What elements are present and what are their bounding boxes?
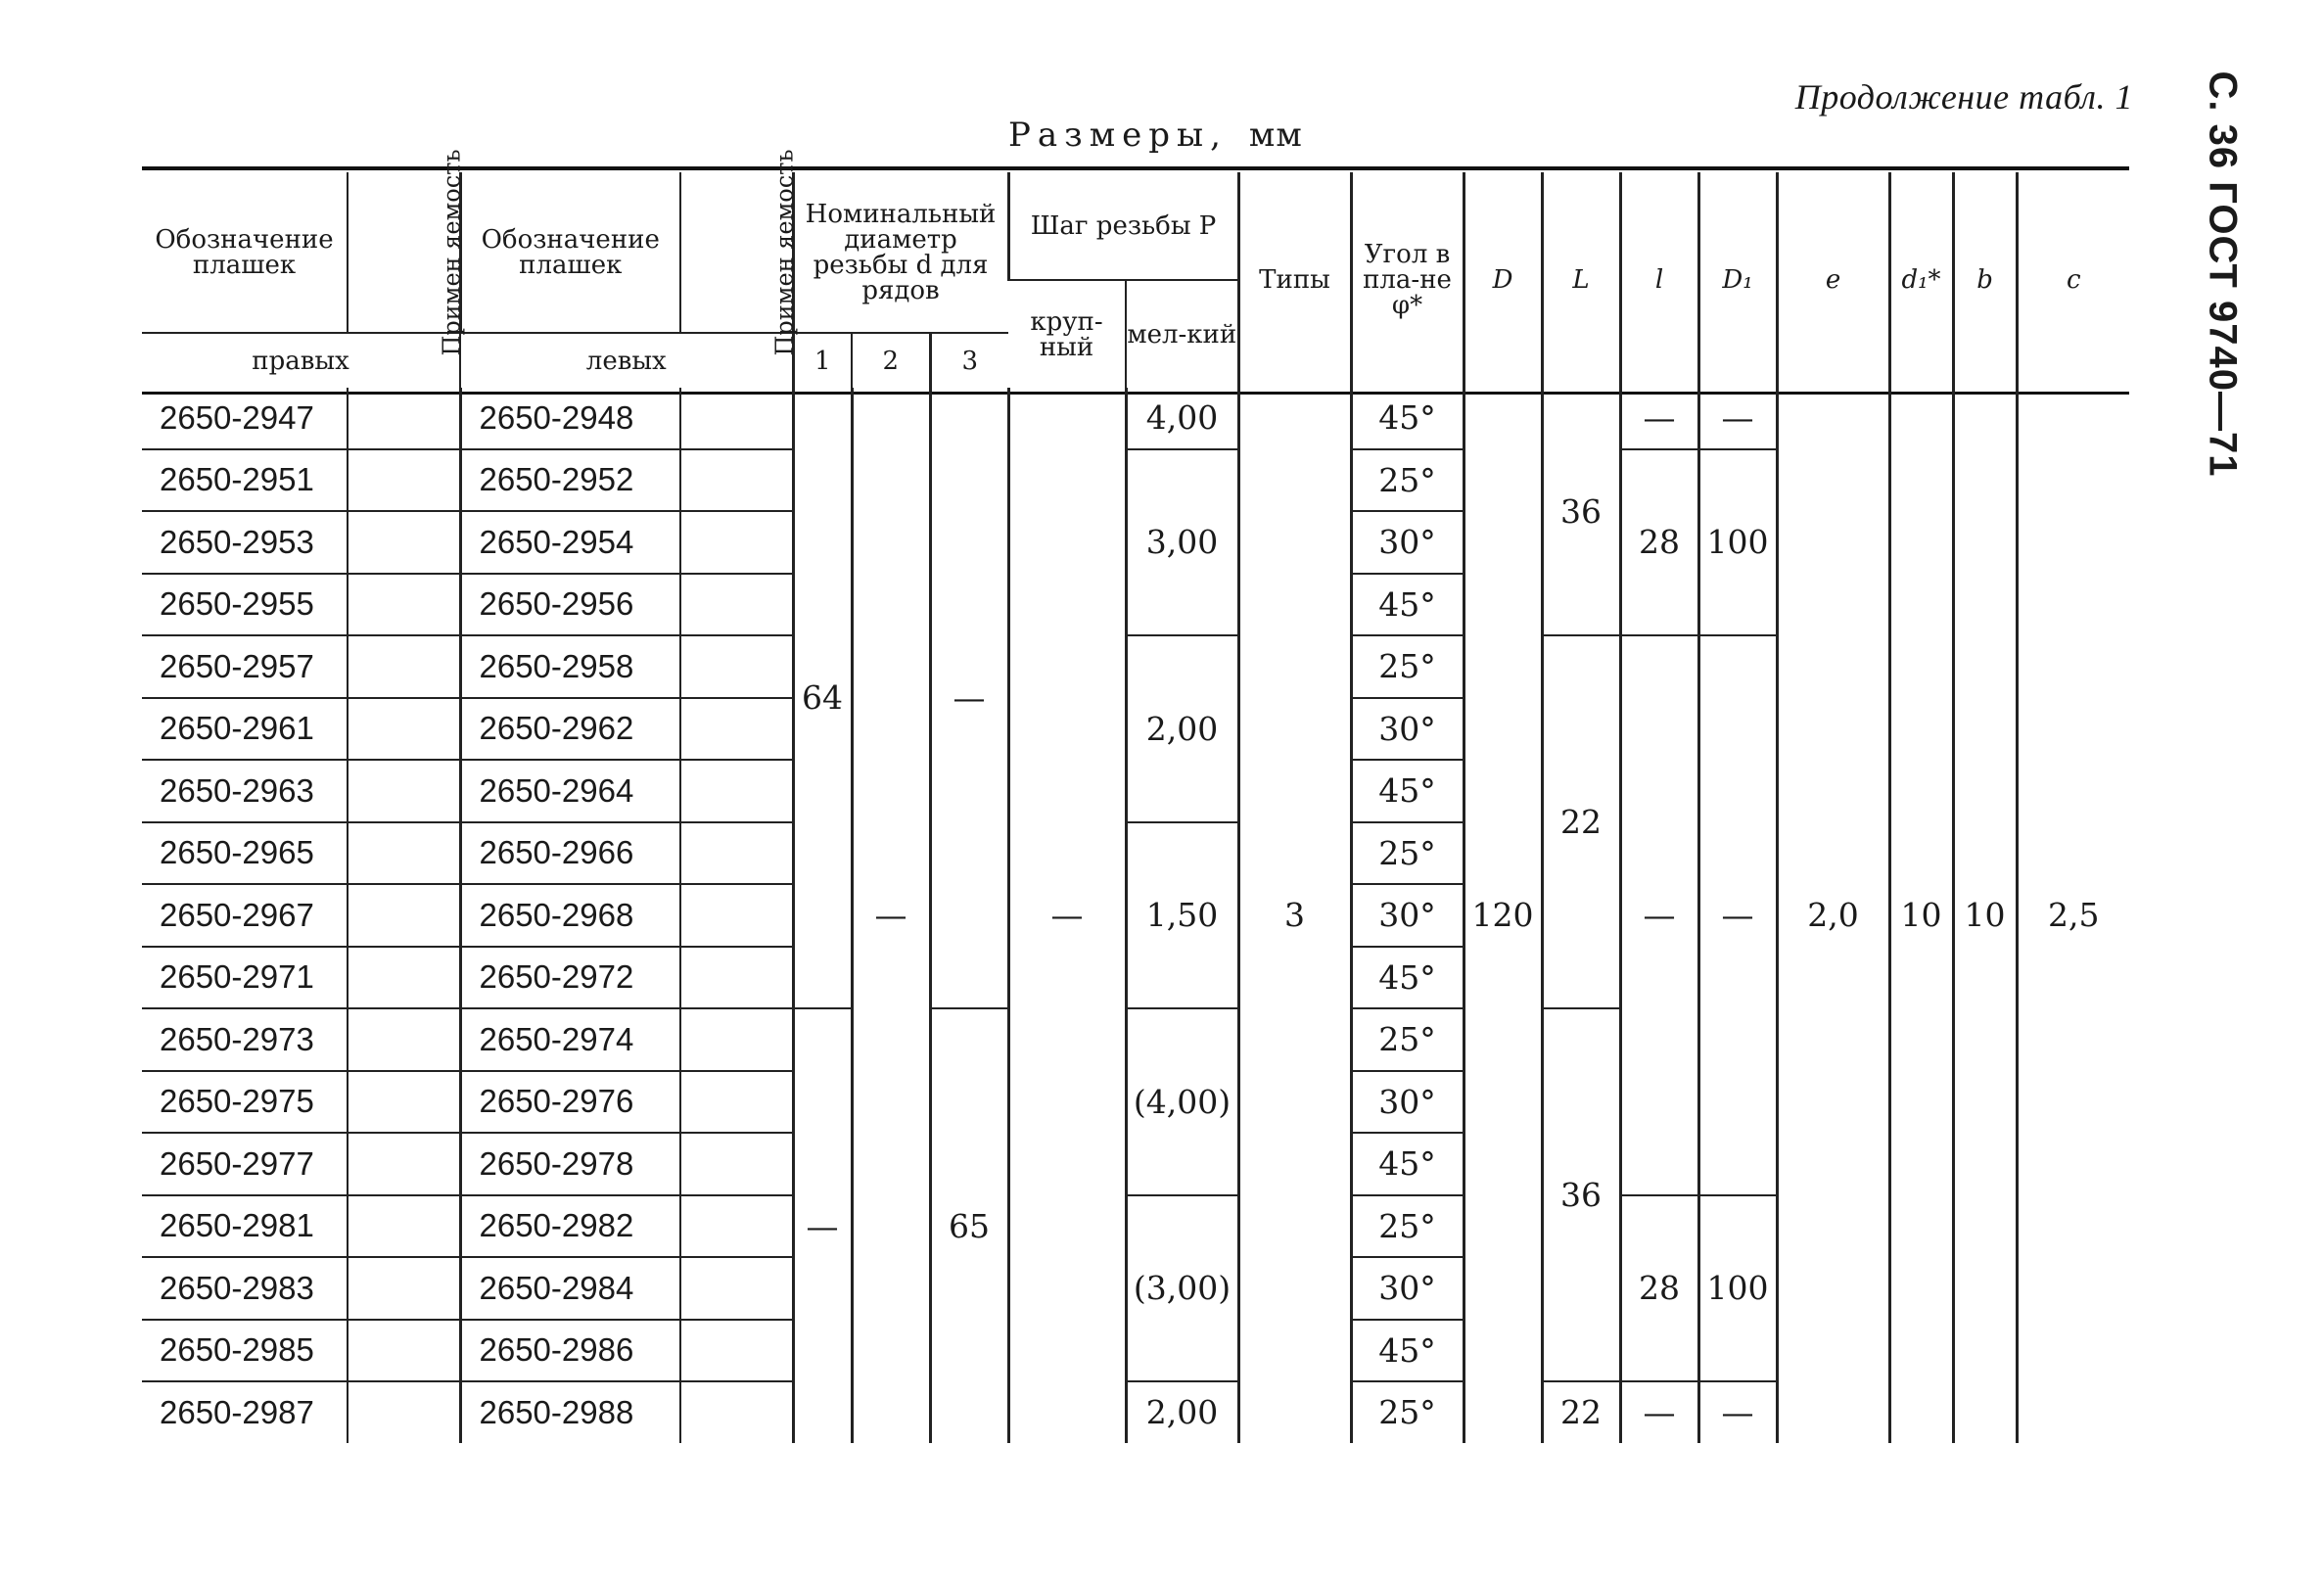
cell-d3-a: — (930, 388, 1008, 1008)
header-D (1464, 172, 1542, 388)
header-designation-right (142, 172, 348, 333)
cell-L-b: 22 (1542, 635, 1620, 1008)
header-e (1777, 172, 1889, 388)
cell-fine-b: 3,00 (1126, 449, 1238, 636)
cell-D: 120 (1464, 388, 1542, 1443)
header-c-label: c (2066, 265, 2081, 295)
cell-applicability (348, 1071, 460, 1134)
header-fine (1126, 280, 1238, 388)
cell-left: 2650-2978 (460, 1133, 680, 1195)
header-row-1-label: 1 (813, 346, 831, 376)
cell-applicability (680, 760, 793, 822)
cell-applicability (680, 1320, 793, 1382)
cell-applicability (680, 1008, 793, 1071)
page-code (2193, 70, 2252, 478)
header-row-2 (852, 333, 930, 388)
cell-fine-f: (3,00) (1126, 1195, 1238, 1382)
cell-applicability (348, 1008, 460, 1071)
table-grid (142, 148, 2129, 1443)
cell-applicability (348, 511, 460, 574)
header-designation-left (460, 172, 680, 333)
cell-angle: 25° (1351, 1381, 1464, 1443)
cell-applicability (680, 1133, 793, 1195)
cell-right: 2650-2965 (142, 822, 348, 885)
header-D-label: D (1492, 265, 1513, 295)
header-left-label: левых (585, 346, 667, 376)
cell-angle: 25° (1351, 1008, 1464, 1071)
header-nominal-diameter-label: Номинальный диаметр резьбы d для рядов (805, 199, 997, 305)
cell-angle: 45° (1351, 574, 1464, 636)
header-left (460, 333, 793, 388)
cell-angle: 25° (1351, 1195, 1464, 1258)
cell-D1-b: 100 (1698, 449, 1777, 636)
cell-left: 2650-2954 (460, 511, 680, 574)
header-c (2017, 172, 2129, 388)
cell-applicability (348, 884, 460, 947)
header-L-label: L (1572, 265, 1590, 295)
header-row-2-label: 2 (882, 346, 900, 376)
cell-applicability (348, 635, 460, 698)
cell-right: 2650-2971 (142, 947, 348, 1009)
cell-b: 10 (1953, 388, 2017, 1443)
cell-left: 2650-2966 (460, 822, 680, 885)
header-right (142, 333, 460, 388)
cell-right: 2650-2977 (142, 1133, 348, 1195)
cell-l-a: — (1620, 388, 1698, 449)
caption-unit: мм (1248, 116, 1303, 155)
cell-applicability (680, 947, 793, 1009)
cell-right: 2650-2957 (142, 635, 348, 698)
cell-applicability (348, 388, 460, 449)
cell-left: 2650-2952 (460, 449, 680, 512)
cell-angle: 30° (1351, 698, 1464, 761)
header-d1 (1889, 172, 1953, 388)
header-types-label: Типы (1259, 265, 1330, 295)
cell-applicability (348, 574, 460, 636)
cell-d3-b: 65 (930, 1008, 1008, 1443)
cell-angle: 25° (1351, 449, 1464, 512)
cell-right: 2650-2961 (142, 698, 348, 761)
cell-angle: 45° (1351, 1133, 1464, 1195)
cell-right: 2650-2951 (142, 449, 348, 512)
cell-applicability (348, 1195, 460, 1258)
cell-applicability (680, 1195, 793, 1258)
cell-D1-e: — (1698, 1381, 1777, 1443)
cell-applicability (680, 574, 793, 636)
header-L (1542, 172, 1620, 388)
cell-angle: 30° (1351, 511, 1464, 574)
cell-angle: 30° (1351, 1071, 1464, 1134)
cell-d1-b: — (793, 1008, 852, 1443)
cell-left: 2650-2972 (460, 947, 680, 1009)
cell-right: 2650-2983 (142, 1257, 348, 1320)
header-coarse (1008, 280, 1126, 388)
cell-D1-d: 100 (1698, 1195, 1777, 1382)
cell-left: 2650-2968 (460, 884, 680, 947)
header-fine-label: мел-кий (1127, 319, 1237, 350)
header-designation-left-label: Обозначение плашек (481, 224, 660, 280)
cell-fine-c: 2,00 (1126, 635, 1238, 822)
cell-right: 2650-2981 (142, 1195, 348, 1258)
header-pitch-label: Шаг резьбы P (1030, 210, 1217, 241)
cell-left: 2650-2974 (460, 1008, 680, 1071)
cell-d2: — (852, 388, 930, 1443)
cell-applicability (348, 698, 460, 761)
cell-angle: 45° (1351, 947, 1464, 1009)
cell-applicability (680, 1257, 793, 1320)
cell-applicability (348, 1257, 460, 1320)
cell-applicability (680, 388, 793, 449)
cell-left: 2650-2986 (460, 1320, 680, 1382)
cell-right: 2650-2967 (142, 884, 348, 947)
cell-right: 2650-2973 (142, 1008, 348, 1071)
cell-left: 2650-2948 (460, 388, 680, 449)
cell-d1-a: 64 (793, 388, 852, 1008)
header-D1-label: D₁ (1722, 265, 1753, 295)
cell-l-d: 28 (1620, 1195, 1698, 1382)
cell-right: 2650-2975 (142, 1071, 348, 1134)
cell-D1-a: — (1698, 388, 1777, 449)
cell-left: 2650-2958 (460, 635, 680, 698)
cell-applicability (680, 449, 793, 512)
cell-applicability (348, 1133, 460, 1195)
cell-left: 2650-2964 (460, 760, 680, 822)
cell-applicability (348, 449, 460, 512)
caption-text: Размеры, (1008, 116, 1228, 155)
cell-D1-c: — (1698, 635, 1777, 1195)
header-b-label: b (1976, 265, 1993, 295)
cell-applicability (680, 635, 793, 698)
cell-applicability (680, 698, 793, 761)
header-applicability-right-label: Примен яемость (438, 148, 466, 356)
header-row-1 (793, 333, 852, 388)
header-b (1953, 172, 2017, 388)
cell-right: 2650-2963 (142, 760, 348, 822)
header-applicability-left-label: Примен яемость (770, 148, 799, 356)
cell-types: 3 (1238, 388, 1351, 1443)
cell-e: 2,0 (1777, 388, 1889, 1443)
header-e-label: e (1825, 265, 1841, 295)
cell-L-a: 36 (1542, 388, 1620, 635)
cell-angle: 25° (1351, 635, 1464, 698)
cell-angle: 25° (1351, 822, 1464, 885)
cell-applicability (680, 884, 793, 947)
cell-left: 2650-2962 (460, 698, 680, 761)
cell-fine-a: 4,00 (1126, 388, 1238, 449)
header-nominal-diameter (793, 172, 1008, 333)
continuation-label: Продолжение табл. 1 (1794, 77, 2133, 117)
header-row-3-label: 3 (961, 346, 979, 376)
header-row-3 (930, 333, 1008, 388)
header-angle-label: Угол в пла-не φ* (1363, 240, 1452, 320)
cell-right: 2650-2953 (142, 511, 348, 574)
cell-fine-g: 2,00 (1126, 1381, 1238, 1443)
cell-right: 2650-2985 (142, 1320, 348, 1382)
cell-L-c: 36 (1542, 1008, 1620, 1381)
cell-l-e: — (1620, 1381, 1698, 1443)
table-caption (1008, 116, 1303, 155)
page-code-text: С. 36 ГОСТ 9740—71 (2201, 70, 2245, 478)
header-pitch (1008, 172, 1238, 280)
cell-right: 2650-2987 (160, 1393, 314, 1430)
cell-applicability (348, 1381, 460, 1443)
cell-left: 2650-2988 (460, 1381, 680, 1443)
header-applicability-right (348, 148, 466, 356)
cell-applicability (680, 511, 793, 574)
cell-L-d: 22 (1542, 1381, 1620, 1443)
cell-angle: 30° (1351, 1257, 1464, 1320)
header-l-label: l (1654, 265, 1664, 295)
cell-applicability (348, 822, 460, 885)
cell-applicability (348, 947, 460, 1009)
cell-angle: 45° (1351, 388, 1464, 449)
cell-angle: 45° (1351, 1320, 1464, 1382)
cell-left: 2650-2984 (460, 1257, 680, 1320)
cell-angle: 45° (1351, 760, 1464, 822)
cell-applicability (680, 822, 793, 885)
cell-applicability (348, 760, 460, 822)
cell-l-c: — (1620, 635, 1698, 1195)
header-types (1238, 172, 1351, 388)
header-l (1620, 172, 1698, 388)
cell-c: 2,5 (2017, 388, 2129, 1443)
header-angle (1351, 172, 1464, 388)
cell-d1: 10 (1889, 388, 1953, 1443)
cell-left: 2650-2956 (460, 574, 680, 636)
header-applicability-left (680, 148, 799, 356)
cell-fine-e: (4,00) (1126, 1008, 1238, 1195)
cell-applicability (680, 1071, 793, 1134)
cell-left: 2650-2982 (460, 1195, 680, 1258)
header-designation-right-label: Обозначение плашек (155, 224, 334, 280)
cell-left: 2650-2976 (460, 1071, 680, 1134)
cell-angle: 30° (1351, 884, 1464, 947)
header-D1 (1698, 172, 1777, 388)
cell-applicability (680, 1381, 793, 1443)
cell-right: 2650-2955 (142, 574, 348, 636)
cell-applicability (348, 1320, 460, 1382)
header-d1-label: d₁* (1901, 265, 1941, 295)
cell-coarse: — (1008, 388, 1126, 1443)
header-coarse-label: круп-ный (1030, 306, 1103, 362)
cell-l-b: 28 (1620, 449, 1698, 636)
cell-fine-d: 1,50 (1126, 822, 1238, 1009)
cell-right: 2650-2947 (142, 388, 348, 449)
header-right-label: правых (252, 346, 349, 376)
